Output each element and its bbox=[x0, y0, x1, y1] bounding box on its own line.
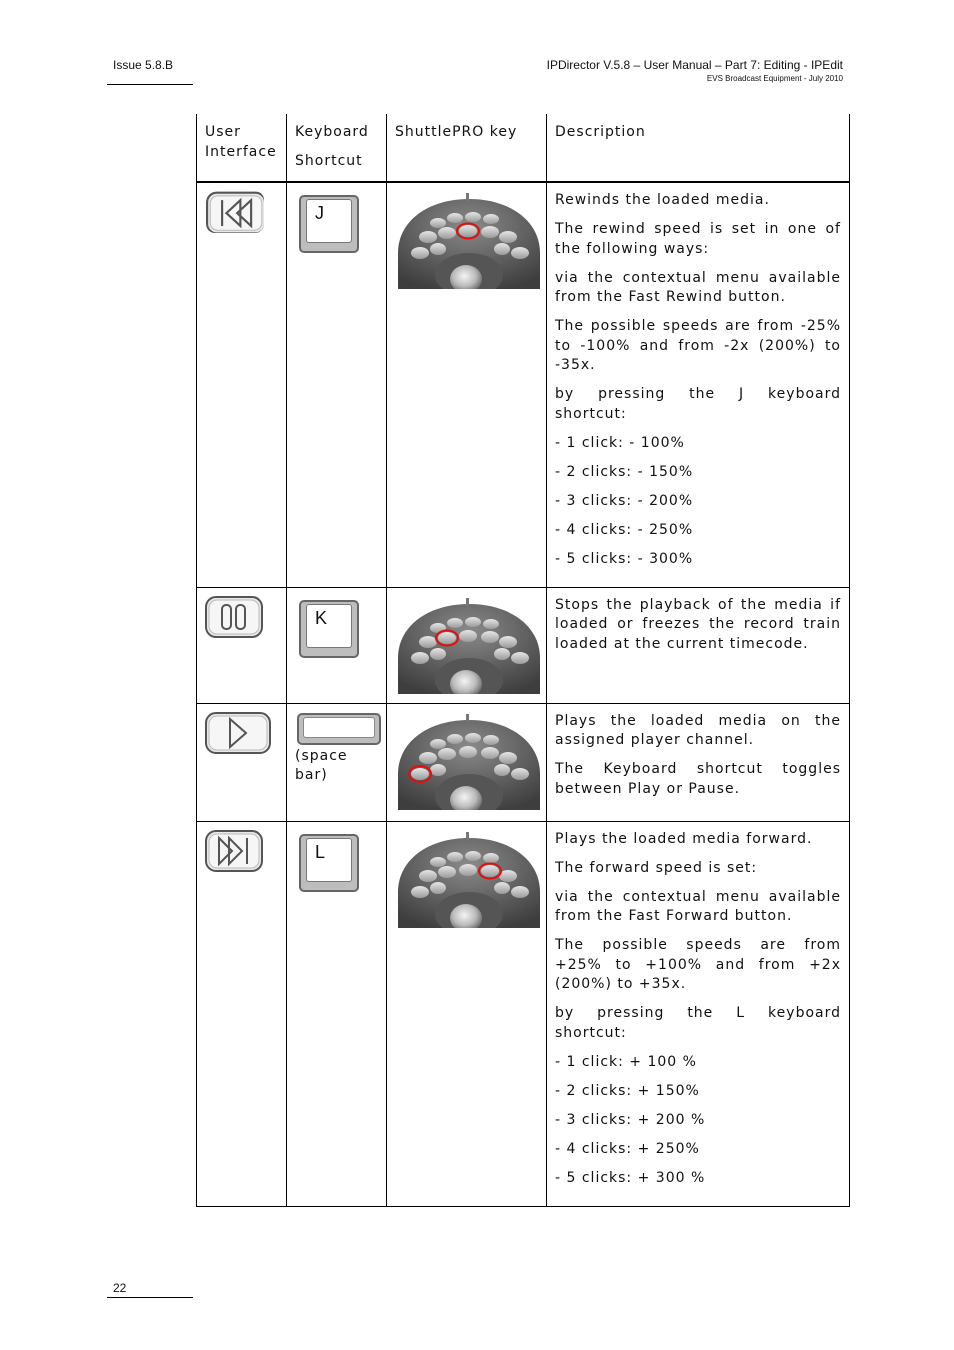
desc-line: Plays the loaded media forward. bbox=[555, 830, 813, 847]
space-bar-caption-line1: (space bbox=[295, 747, 348, 764]
desc-line: Rewinds the loaded media. bbox=[555, 192, 770, 208]
ui-cell bbox=[197, 821, 287, 1206]
ui-cell bbox=[197, 182, 287, 587]
key-j bbox=[299, 195, 359, 253]
header-description: Description bbox=[547, 114, 850, 182]
shortcut-table bbox=[196, 114, 850, 1207]
description-cell bbox=[547, 821, 850, 1206]
shuttle-cell bbox=[387, 703, 547, 821]
running-header bbox=[547, 58, 843, 83]
shuttle-cell bbox=[387, 182, 547, 587]
key-k-label: K bbox=[306, 604, 352, 648]
desc-line: The possible speeds are from +25% to +100% and from +2x (200%) to +35x. bbox=[555, 937, 841, 992]
company-date: EVS Broadcast Equipment - July 2010 bbox=[706, 74, 843, 83]
desc-line: - 3 clicks: + 200 % bbox=[555, 1111, 706, 1128]
desc-line: via the contextual menu available from the Fast Forward button. bbox=[555, 888, 841, 924]
desc-line: Plays the loaded media on the assigned player channel. bbox=[555, 712, 841, 748]
desc-line: by pressing the L keyboard shortcut: bbox=[555, 1005, 841, 1041]
shuttlepro-device-image bbox=[398, 714, 540, 810]
desc-line: via the contextual menu available from the Fast Rewind button. bbox=[555, 269, 841, 305]
shuttlepro-device-image bbox=[398, 598, 540, 694]
table-row-rewind bbox=[197, 182, 850, 587]
desc-line: - 5 clicks: + 300 % bbox=[555, 1169, 706, 1186]
header-user-interface: User Interface bbox=[197, 114, 287, 182]
header-shuttlepro-key: ShuttlePRO key bbox=[387, 114, 547, 182]
shuttlepro-device-image bbox=[398, 193, 540, 289]
key-k bbox=[299, 600, 359, 658]
header-keyboard-line2: Shortcut bbox=[295, 153, 363, 169]
space-bar-caption-line2: bar) bbox=[295, 767, 328, 783]
desc-line: by pressing the J keyboard shortcut: bbox=[555, 386, 841, 422]
desc-line: The Keyboard shortcut toggles between Play or Pause. bbox=[555, 761, 841, 797]
description-cell bbox=[547, 182, 850, 587]
manual-title: IPDirector V.5.8 – User Manual – Part 7: Editing - IPEdit bbox=[546, 58, 843, 72]
shuttlepro-device-image bbox=[398, 832, 540, 928]
fast-forward-icon bbox=[205, 830, 263, 872]
header-keyboard-shortcut bbox=[287, 114, 387, 182]
table-row-forward bbox=[197, 821, 850, 1206]
desc-line: - 2 clicks: - 150% bbox=[555, 463, 694, 480]
space-bar-key bbox=[297, 713, 381, 745]
desc-line: Stops the playback of the media if loaded or freezes the record train loaded at the current timecode. bbox=[555, 596, 841, 652]
ui-cell bbox=[197, 587, 287, 703]
pause-icon bbox=[205, 596, 263, 638]
page-number: 22 bbox=[113, 1281, 127, 1295]
space-bar-face bbox=[303, 717, 375, 738]
table-row-play bbox=[197, 703, 850, 821]
shuttle-cell bbox=[387, 821, 547, 1206]
key-l bbox=[299, 834, 359, 892]
description-cell bbox=[547, 587, 850, 703]
desc-line: The rewind speed is set in one of the following ways: bbox=[555, 221, 841, 257]
desc-line: - 4 clicks: + 250% bbox=[555, 1140, 700, 1157]
desc-line: - 3 clicks: - 200% bbox=[555, 492, 694, 509]
footer-rule bbox=[107, 1297, 193, 1298]
desc-line: - 4 clicks: - 250% bbox=[555, 521, 694, 538]
description-cell bbox=[547, 703, 850, 821]
desc-line: - 1 click: + 100 % bbox=[555, 1053, 697, 1070]
key-j-label: J bbox=[306, 199, 352, 243]
ui-cell bbox=[197, 703, 287, 821]
key-cell bbox=[287, 703, 387, 821]
space-bar-caption bbox=[295, 747, 378, 786]
desc-line: - 5 clicks: - 300% bbox=[555, 550, 694, 567]
issue-label: Issue 5.8.B bbox=[113, 58, 174, 72]
desc-line: - 1 click: - 100% bbox=[555, 434, 685, 451]
key-l-label: L bbox=[306, 838, 352, 882]
play-icon bbox=[205, 712, 271, 754]
key-cell bbox=[287, 821, 387, 1206]
desc-line: The forward speed is set: bbox=[555, 859, 758, 876]
shuttle-cell bbox=[387, 587, 547, 703]
desc-line: The possible speeds are from -25% to -100% and from -2x (200%) to -35x. bbox=[555, 318, 841, 373]
header-keyboard-line1: Keyboard bbox=[295, 124, 369, 140]
header-rule bbox=[107, 84, 193, 85]
fast-rewind-icon bbox=[206, 191, 264, 233]
desc-line: - 2 clicks: + 150% bbox=[555, 1082, 700, 1099]
table-row-pause bbox=[197, 587, 850, 703]
key-cell bbox=[287, 587, 387, 703]
key-cell bbox=[287, 182, 387, 587]
